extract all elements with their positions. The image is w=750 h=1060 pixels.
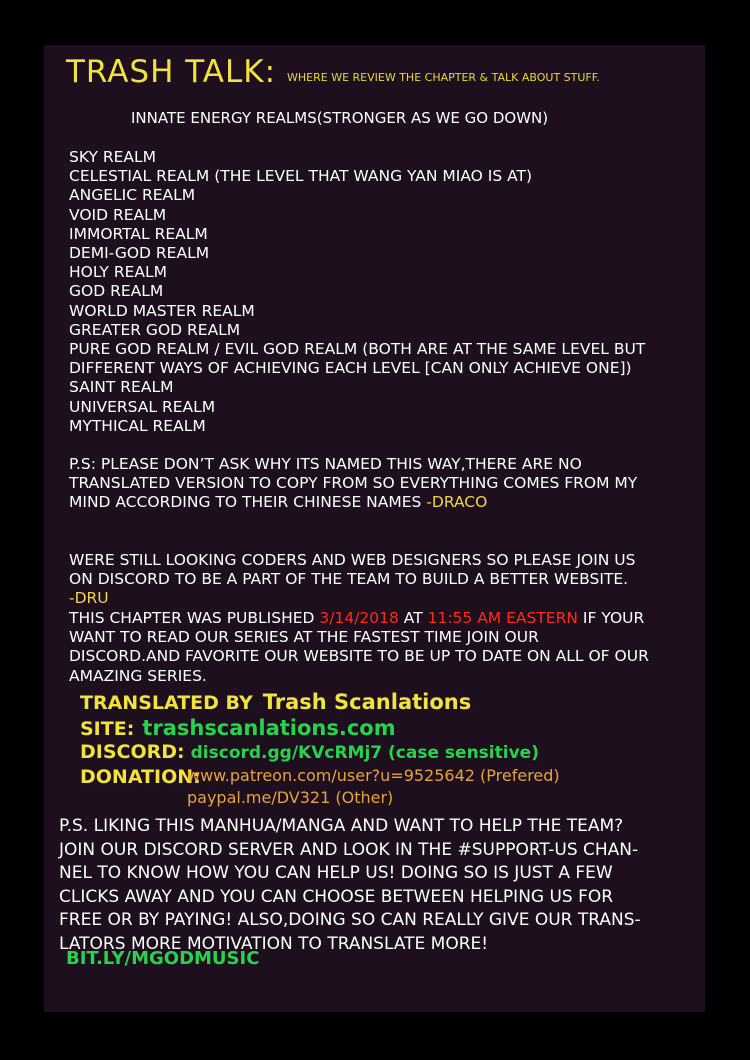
realm-item: GOD REALM [69, 282, 164, 301]
discord-link[interactable]: discord.gg/KVcRMj7 (case sensitive) [190, 743, 539, 763]
realm-item: GREATER GOD REALM [69, 320, 241, 339]
publish-prefix: THIS CHAPTER WAS PUBLISHED [69, 609, 320, 627]
realms-heading: INNATE ENERGY REALMS(STRONGER AS WE GO DOWN) [131, 109, 549, 127]
site-label: SITE: [80, 718, 135, 740]
help-line: NEL TO KNOW HOW YOU CAN HELP US! DOING SO IS JUST A FEW [59, 863, 613, 883]
publish-date: 3/14/2018 [319, 609, 399, 627]
help-team-note [59, 815, 641, 956]
donation-label: DONATION: [80, 766, 201, 788]
discord-row [80, 741, 539, 763]
help-line: JOIN OUR DISCORD SERVER AND LOOK IN THE #SUPPORT-US CHAN- [59, 839, 639, 860]
realm-item: SKY REALM [69, 148, 157, 166]
note-line: P.S: PLEASE DON’T ASK WHY ITS NAMED THIS WAY,THERE ARE NO [69, 455, 582, 473]
page-subtitle: WHERE WE REVIEW THE CHAPTER & TALK ABOUT STUFF. [287, 71, 600, 84]
donation-row [80, 766, 201, 788]
note-line: WANT TO READ OUR SERIES AT THE FASTEST TIME JOIN OUR [69, 628, 539, 647]
site-link[interactable]: trashscanlations.com [142, 716, 396, 740]
realm-item: DIFFERENT WAYS OF ACHIEVING EACH LEVEL [CAN ONLY ACHIEVE ONE]) [69, 359, 632, 378]
note-line: DISCORD.AND FAVORITE OUR WEBSITE TO BE UP TO DATE ON ALL OF OUR [69, 647, 649, 666]
help-line: LATORS MORE MOTIVATION TO TRANSLATE MORE! [59, 933, 489, 954]
publish-at: AT [398, 609, 428, 627]
realm-item: DEMI-GOD REALM [69, 244, 210, 263]
realm-item: CELESTIAL REALM (THE LEVEL THAT WANG YAN MIAO IS AT) [69, 167, 533, 186]
publish-note [69, 609, 649, 686]
realm-list [69, 148, 645, 436]
realm-item: ANGELIC REALM [69, 186, 196, 205]
help-line: FREE OR BY PAYING! ALSO,DOING SO CAN REALLY GIVE OUR TRANS- [59, 910, 641, 930]
discord-label: DISCORD: [80, 741, 185, 763]
paypal-link[interactable]: paypal.me/DV321 (Other) [187, 788, 394, 807]
realm-item: MYTHICAL REALM [69, 416, 206, 435]
note-line: TRANSLATED VERSION TO COPY FROM SO EVERYTHING COMES FROM MY [69, 474, 638, 493]
translated-by-value: Trash Scanlations [262, 690, 472, 714]
recruit-note [69, 551, 636, 609]
note-line: WERE STILL LOOKING CODERS AND WEB DESIGNERS SO PLEASE JOIN US [69, 551, 636, 569]
page-title: TRASH TALK: [66, 54, 277, 90]
publish-time: 11:55 AM EASTERN [427, 609, 578, 627]
site-row [80, 716, 396, 740]
patreon-link[interactable]: www.patreon.com/user?u=9525642 (Prefered) [187, 766, 560, 785]
realm-item: VOID REALM [69, 205, 167, 224]
realm-item: IMMORTAL REALM [69, 224, 208, 243]
note-line [69, 493, 637, 512]
ps-naming-note [69, 455, 637, 513]
realm-item: WORLD MASTER REALM [69, 301, 255, 320]
translated-by-row [80, 690, 471, 714]
dru-signature: -DRU [69, 589, 109, 608]
realm-item: PURE GOD REALM / EVIL GOD REALM (BOTH ARE AT THE SAME LEVEL BUT [69, 340, 646, 359]
realm-item: SAINT REALM [69, 378, 174, 397]
note-line [69, 609, 649, 628]
help-line: CLICKS AWAY AND YOU CAN CHOOSE BETWEEN HELPING US FOR [59, 886, 614, 907]
note-line: AMAZING SERIES. [69, 666, 207, 685]
note-line: ON DISCORD TO BE A PART OF THE TEAM TO BUILD A BETTER WEBSITE. [69, 570, 629, 589]
realm-item: HOLY REALM [69, 263, 168, 282]
translated-by-label: TRANSLATED BY [80, 692, 253, 714]
publish-suffix: IF YOUR [577, 609, 645, 627]
note-line-text: MIND ACCORDING TO THEIR CHINESE NAMES [69, 493, 427, 512]
draco-signature: -DRACO [426, 493, 488, 512]
realm-item: UNIVERSAL REALM [69, 397, 216, 416]
music-link[interactable]: BIT.LY/MGODMUSIC [66, 948, 260, 969]
help-line: P.S. LIKING THIS MANHUA/MANGA AND WANT TO HELP THE TEAM? [59, 816, 624, 836]
